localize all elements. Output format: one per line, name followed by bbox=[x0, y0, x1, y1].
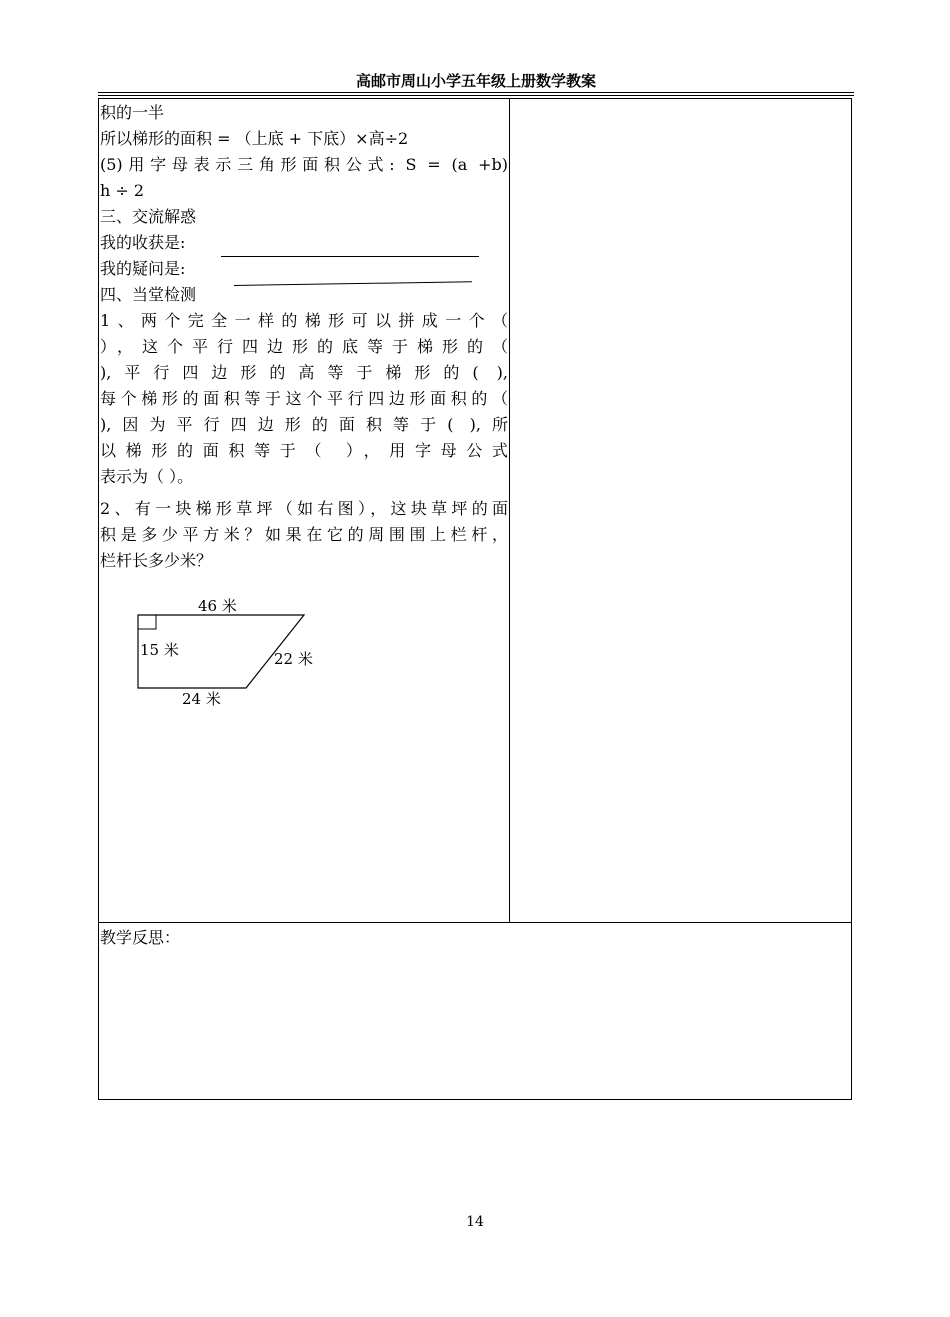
header-rule-thick bbox=[98, 92, 854, 93]
text-line: (5)用字母表示三角形面积公式: S = (a +b) bbox=[100, 155, 508, 174]
gain-answer-underline bbox=[221, 256, 479, 257]
page-header-title: 高邮市周山小学五年级上册数学教案 bbox=[355, 72, 596, 90]
notes-cell bbox=[509, 98, 852, 923]
reflection-cell bbox=[98, 922, 852, 1100]
text-line: ），这个平行四边形的底等于梯形的（ bbox=[100, 337, 508, 356]
text-line: 积的一半 bbox=[100, 103, 165, 122]
top-side-label: 46 米 bbox=[198, 597, 237, 615]
text-line: 表示为（ ）。 bbox=[100, 467, 194, 486]
section-heading: 四、当堂检测 bbox=[100, 285, 197, 304]
header-rule-thin bbox=[98, 95, 854, 96]
text-line: 所以梯形的面积 = （上底 + 下底）×高÷2 bbox=[100, 129, 409, 148]
text-line: ),因为平行四边形的面积等于( ),所 bbox=[100, 415, 508, 434]
page-number: 14 bbox=[466, 1214, 484, 1230]
text-line: 积是多少平方米？如果在它的周围围上栏杆， bbox=[100, 525, 508, 544]
text-line: h ÷ 2 bbox=[100, 181, 145, 200]
text-line: 2、有一块梯形草坪（如右图），这块草坪的面 bbox=[100, 499, 508, 518]
bottom-side-label: 24 米 bbox=[182, 690, 221, 708]
text-line: 以梯形的面积等于（ ），用字母公式 bbox=[100, 441, 508, 460]
section-heading: 三、交流解惑 bbox=[100, 207, 197, 226]
trapezoid-figure bbox=[128, 590, 328, 715]
text-line: ),平行四边形的高等于梯形的( ), bbox=[100, 363, 508, 382]
text-line: 1、两个完全一样的梯形可以拼成一个（ bbox=[100, 311, 508, 330]
gain-label: 我的收获是: bbox=[100, 233, 186, 252]
left-side-label: 15 米 bbox=[140, 641, 179, 659]
slant-side-label: 22 米 bbox=[274, 650, 313, 668]
question-label: 我的疑问是: bbox=[100, 259, 186, 278]
text-line: 每个梯形的面积等于这个平行四边形面积的（ bbox=[100, 389, 508, 408]
reflection-label: 教学反思： bbox=[100, 928, 181, 947]
text-line: 栏杆长多少米？ bbox=[100, 551, 213, 570]
right-angle-mark bbox=[138, 615, 156, 629]
